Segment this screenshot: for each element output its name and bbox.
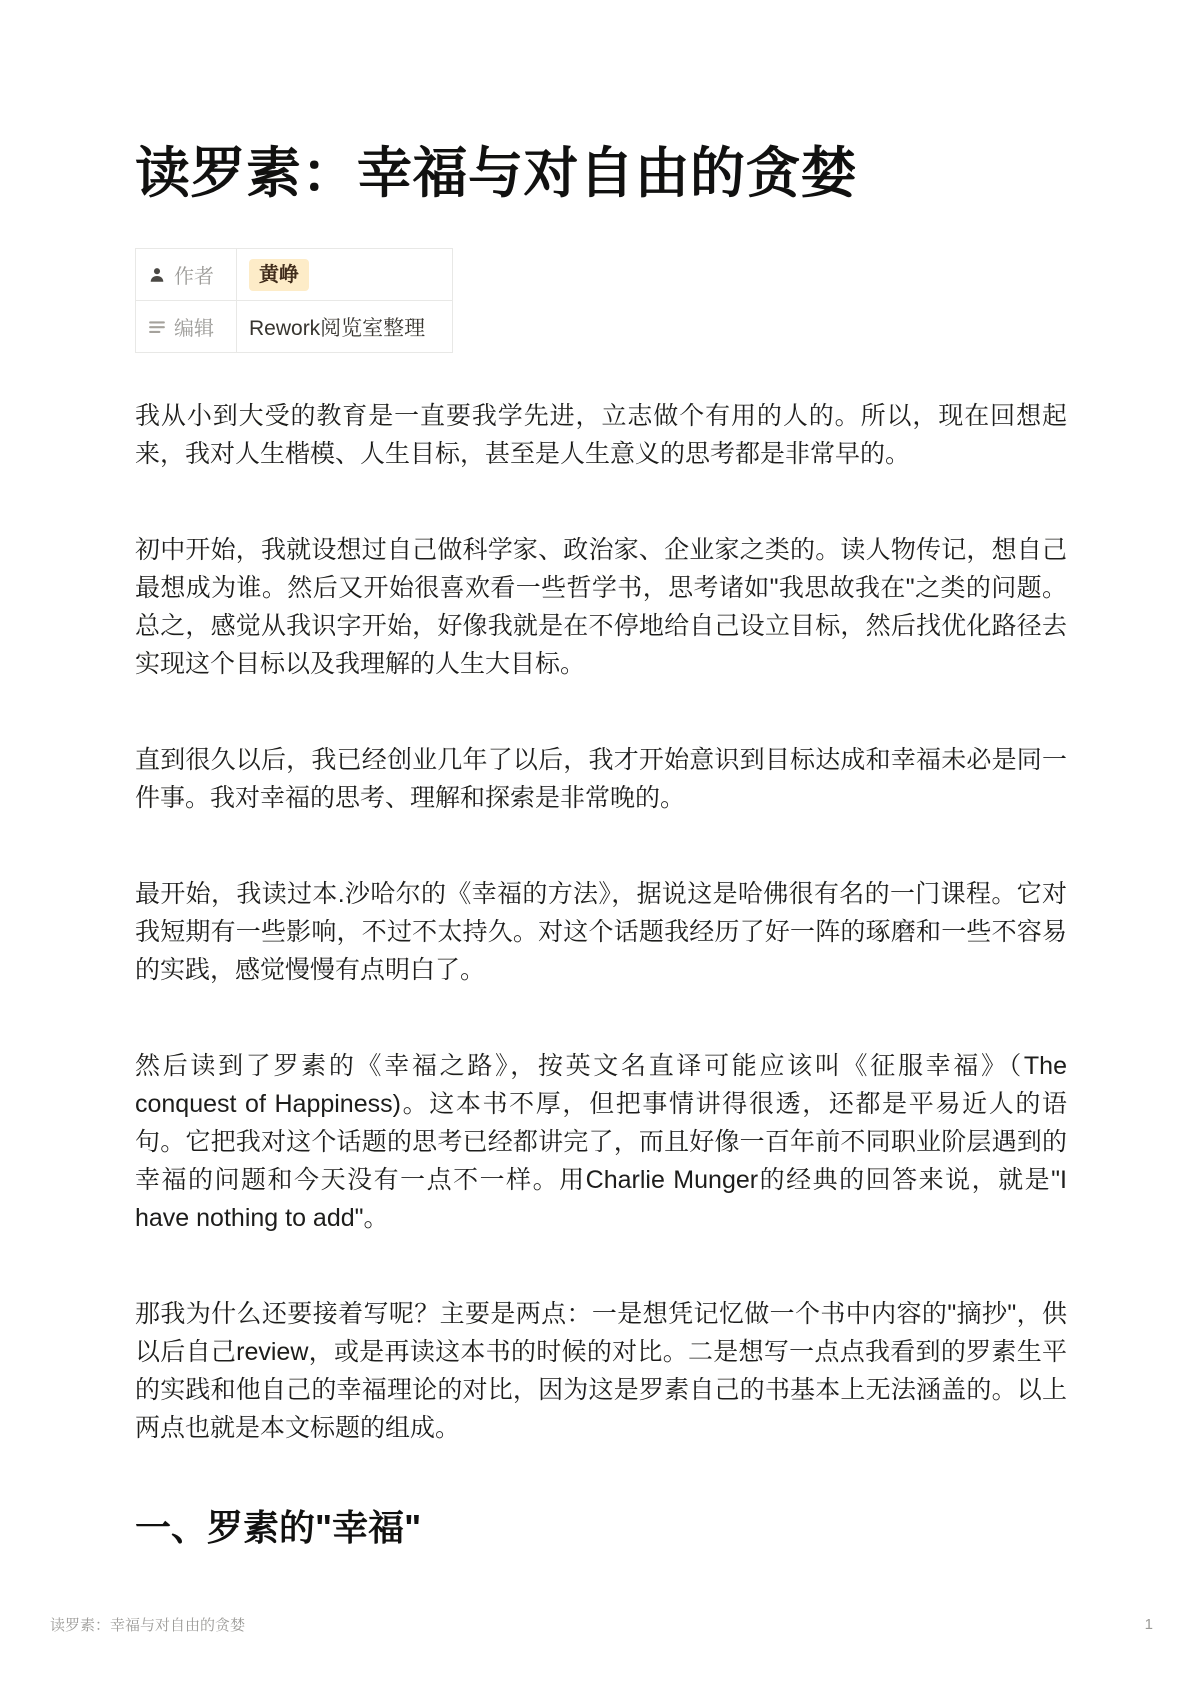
paragraph: 那我为什么还要接着写呢？主要是两点：一是想凭记忆做一个书中内容的"摘抄"，供以后自己review，或是再读这本书的时候的对比。二是想写一点点我看到的罗素生平的实践和他自己的幸福理论的对比，因为这是罗素自己的书基本上无法涵盖的。以上两点也就是本文标题的组成。	[135, 1300, 1067, 1442]
property-row-author	[136, 249, 453, 301]
person-icon	[148, 266, 166, 284]
author-badge: 黄峥	[249, 259, 309, 291]
paragraph: 直到很久以后，我已经创业几年了以后，我才开始意识到目标达成和幸福未必是同一件事。我对幸福的思考、理解和探索是非常晚的。	[135, 746, 1067, 812]
document-body	[135, 140, 1067, 1551]
properties-table	[135, 248, 453, 353]
property-row-editor	[136, 301, 453, 353]
paragraph: 我从小到大受的教育是一直要我学先进，立志做个有用的人的。所以，现在回想起来，我对人生楷模、人生目标，甚至是人生意义的思考都是非常早的。	[135, 402, 1067, 468]
footer-title: 读罗素：幸福与对自由的贪婪	[50, 1617, 246, 1634]
paragraph: 初中开始，我就设想过自己做科学家、政治家、企业家之类的。读人物传记，想自己最想成为谁。然后又开始很喜欢看一些哲学书，思考诸如"我思故我在"之类的问题。总之，感觉从我识字开始，好像我就是在不停地给自己设立目标，然后找优化路径去实现这个目标以及我理解的人生大目标。	[135, 536, 1067, 678]
page-number: 1	[1144, 1616, 1153, 1633]
editor-label-text: 编辑	[174, 318, 214, 340]
paragraph: 最开始，我读过本.沙哈尔的《幸福的方法》，据说这是哈佛很有名的一门课程。它对我短期有一些影响，不过不太持久。对这个话题我经历了好一阵的琢磨和一些不容易的实践，感觉慢慢有点明白了。	[135, 880, 1067, 984]
author-label-text: 作者	[174, 266, 214, 288]
page-title: 读罗素：幸福与对自由的贪婪	[135, 142, 857, 204]
editor-property-label	[148, 312, 226, 341]
paragraph: 然后读到了罗素的《幸福之路》，按英文名直译可能应该叫《征服幸福》（The conquest of Happiness)。这本书不厚，但把事情讲得很透，还都是平易近人的语句。它把我对这个话题的思考已经都讲完了，而且好像一百年前不同职业阶层遇到的幸福的问题和今天没有一点不一样。用Charlie Munger的经典的回答来说，就是"I have nothing to add"。	[135, 1052, 1067, 1232]
editor-value: Rework阅览室整理	[249, 316, 426, 340]
page-footer	[50, 1614, 1153, 1635]
section-heading: 一、罗素的"幸福"	[135, 1507, 422, 1548]
text-lines-icon	[148, 318, 166, 336]
author-property-label	[148, 260, 226, 289]
